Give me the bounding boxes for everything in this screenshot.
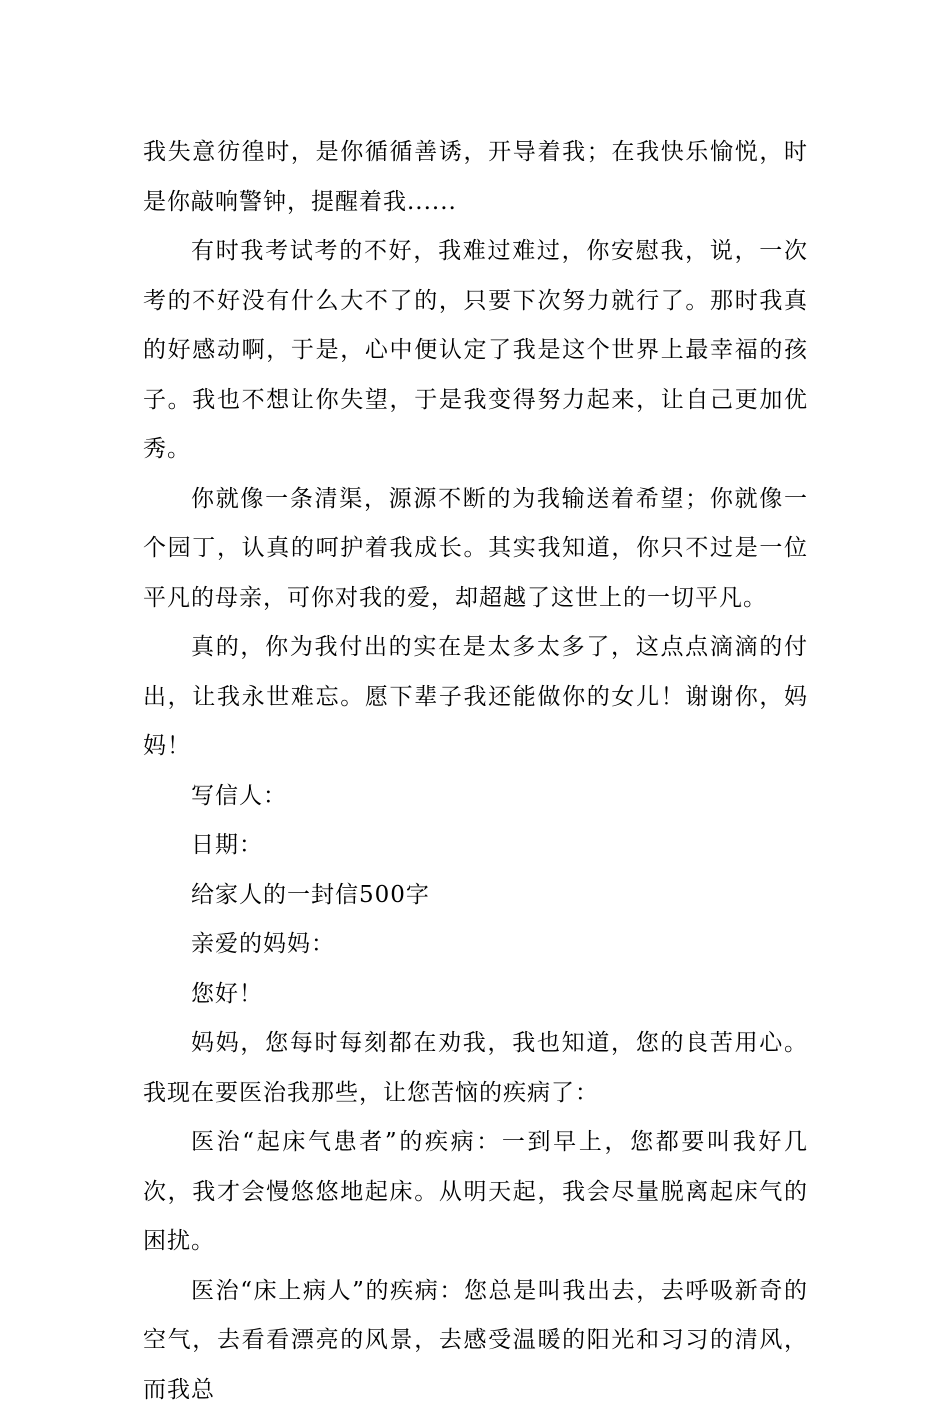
paragraph-bed: 医治“床上病人”的疾病：您总是叫我出去，去呼吸新奇的空气，去看看漂亮的风景，去感受温暖的阳光和习习的清风，而我总 [143, 1267, 808, 1415]
paragraph-metaphor: 你就像一条清渠，源源不断的为我输送着希望；你就像一个园丁，认真的呵护着我成长。其实我知道，你只不过是一位平凡的母亲，可你对我的爱，却超越了这世上的一切平凡。 [143, 475, 808, 624]
paragraph-intro: 妈妈，您每时每刻都在劝我，我也知道，您的良苦用心。我现在要医治我那些，让您苦恼的疾病了： [143, 1019, 808, 1118]
letter-date-label: 日期： [143, 821, 808, 871]
paragraph-continuation: 我失意彷徨时，是你循循善诱，开导着我；在我快乐愉悦，时是你敲响警钟，提醒着我...... [143, 128, 808, 227]
letter-salutation: 亲爱的妈妈： [143, 920, 808, 970]
letter-writer-label: 写信人： [143, 772, 808, 822]
paragraph-gratitude: 真的，你为我付出的实在是太多太多了，这点点滴滴的付出，让我永世难忘。愿下辈子我还能做你的女儿！谢谢你，妈妈！ [143, 623, 808, 772]
paragraph-exam: 有时我考试考的不好，我难过难过，你安慰我，说，一次考的不好没有什么大不了的，只要下次努力就行了。那时我真的好感动啊，于是，心中便认定了我是这个世界上最幸福的孩子。我也不想让你失望，于是我变得努力起来，让自己更加优秀。 [143, 227, 808, 475]
letter-greeting: 您好！ [143, 970, 808, 1020]
paragraph-morning: 医治“起床气患者”的疾病：一到早上，您都要叫我好几次，我才会慢悠悠地起床。从明天起，我会尽量脱离起床气的困扰。 [143, 1118, 808, 1267]
letter-body [143, 128, 808, 1415]
section-title: 给家人的一封信500字 [143, 871, 808, 921]
